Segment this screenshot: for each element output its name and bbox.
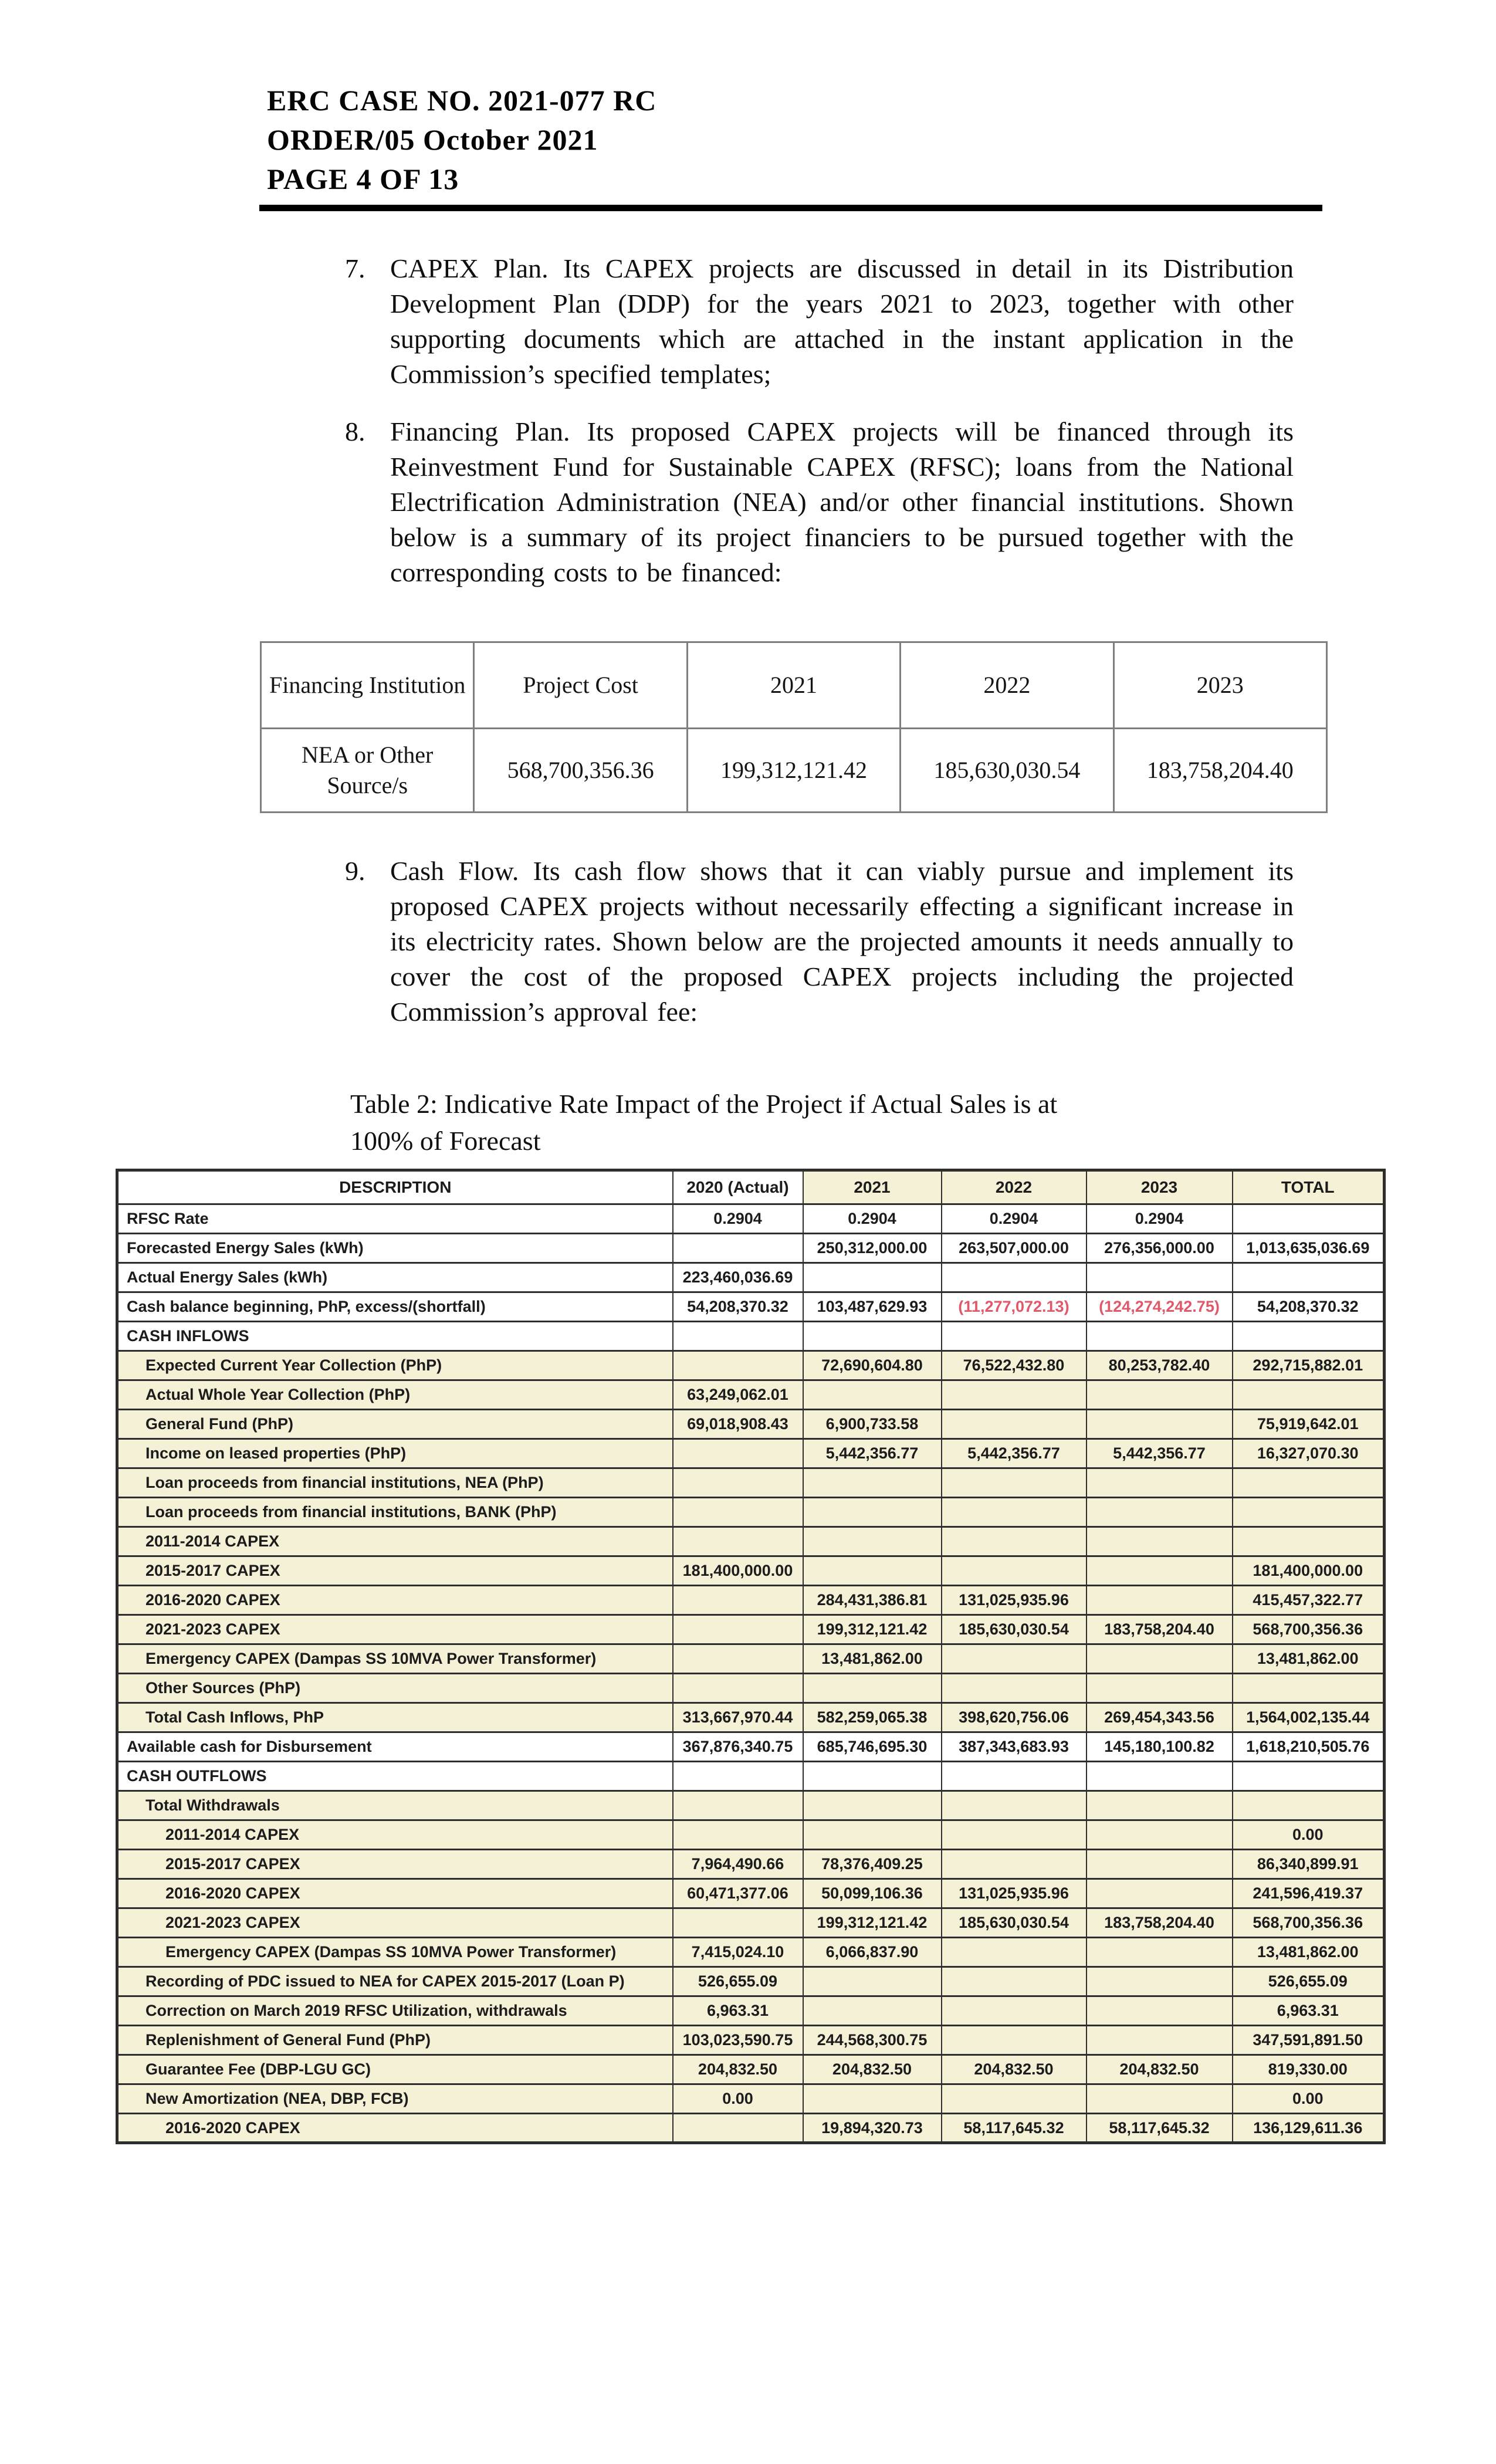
cashflow-cell (942, 1762, 1087, 1791)
financing-header-cell: 2021 (687, 642, 900, 729)
cashflow-cell (942, 1850, 1087, 1879)
cashflow-cell: 54,208,370.32 (1233, 1292, 1385, 1322)
cashflow-cell: 16,327,070.30 (1233, 1439, 1385, 1468)
cashflow-cell: 75,919,642.01 (1233, 1410, 1385, 1439)
cashflow-cell (1233, 1674, 1385, 1703)
financing-header-cell: 2022 (901, 642, 1113, 729)
cashflow-cell (1087, 2084, 1233, 2114)
cashflow-row (117, 2114, 1385, 2143)
cashflow-cell (803, 1820, 942, 1850)
cashflow-cell (673, 1322, 803, 1351)
cashflow-cell: 183,758,204.40 (1087, 1908, 1233, 1938)
cashflow-row-label: Emergency CAPEX (Dampas SS 10MVA Power Transformer) (117, 1938, 673, 1967)
cashflow-cell: 19,894,320.73 (803, 2114, 942, 2143)
cashflow-cell (673, 1439, 803, 1468)
cashflow-cell (1233, 1380, 1385, 1410)
cashflow-row-label: Correction on March 2019 RFSC Utilization, withdrawals (117, 1996, 673, 2026)
cashflow-row (117, 1556, 1385, 1586)
cashflow-cell: 7,964,490.66 (673, 1850, 803, 1879)
cashflow-cell: 685,746,695.30 (803, 1732, 942, 1762)
cashflow-cell (673, 1468, 803, 1498)
cashflow-cell (1087, 1263, 1233, 1292)
cashflow-cell: 50,099,106.36 (803, 1879, 942, 1908)
cashflow-row (117, 2026, 1385, 2055)
cashflow-cell: 398,620,756.06 (942, 1703, 1087, 1732)
cashflow-cell: 204,832.50 (673, 2055, 803, 2084)
financing-table (260, 641, 1328, 813)
cashflow-row-label: Guarantee Fee (DBP-LGU GC) (117, 2055, 673, 2084)
cashflow-row-label: 2016-2020 CAPEX (117, 1879, 673, 1908)
cashflow-cell: 199,312,121.42 (803, 1908, 942, 1938)
cashflow-cell: 6,963.31 (673, 1996, 803, 2026)
cashflow-cell: 0.2904 (673, 1204, 803, 1234)
cashflow-cell: 204,832.50 (942, 2055, 1087, 2084)
cashflow-row (117, 1204, 1385, 1234)
financing-header-row (261, 642, 1327, 729)
cashflow-cell (803, 1967, 942, 1996)
cashflow-cell: 0.00 (1233, 2084, 1385, 2114)
cashflow-row (117, 1791, 1385, 1820)
cashflow-cell: 241,596,419.37 (1233, 1879, 1385, 1908)
cashflow-row (117, 1879, 1385, 1908)
page-header (267, 81, 656, 199)
cashflow-cell (673, 1351, 803, 1380)
cashflow-cell (673, 1615, 803, 1644)
cashflow-cell: 183,758,204.40 (1087, 1615, 1233, 1644)
cashflow-row (117, 1498, 1385, 1527)
cashflow-row-label: CASH OUTFLOWS (117, 1762, 673, 1791)
cashflow-cell (673, 1586, 803, 1615)
cashflow-cell (803, 1263, 942, 1292)
cashflow-cell: 313,667,970.44 (673, 1703, 803, 1732)
cashflow-cell: 13,481,862.00 (1233, 1644, 1385, 1674)
table2-caption (350, 1085, 1348, 1159)
cashflow-cell (1087, 2026, 1233, 2055)
cashflow-cell: 568,700,356.36 (1233, 1908, 1385, 1938)
cashflow-cell (942, 1996, 1087, 2026)
cashflow-cell (942, 1468, 1087, 1498)
cashflow-row-label: Cash balance beginning, PhP, excess/(shortfall) (117, 1292, 673, 1322)
cashflow-header-cell: DESCRIPTION (117, 1170, 673, 1204)
cashflow-cell (1087, 1468, 1233, 1498)
financing-cell: 568,700,356.36 (474, 729, 687, 813)
cashflow-header-row (117, 1170, 1385, 1204)
header-rule (259, 205, 1322, 211)
cashflow-cell (942, 1556, 1087, 1586)
cashflow-row (117, 1732, 1385, 1762)
cashflow-row-label: Total Cash Inflows, PhP (117, 1703, 673, 1732)
cashflow-cell: 69,018,908.43 (673, 1410, 803, 1439)
paragraph-7-number: 7. (345, 253, 365, 283)
cashflow-cell: 526,655.09 (1233, 1967, 1385, 1996)
financing-header-cell: Project Cost (474, 642, 687, 729)
cashflow-cell (1087, 1938, 1233, 1967)
cashflow-cell: 13,481,862.00 (803, 1644, 942, 1674)
cashflow-cell: 204,832.50 (1087, 2055, 1233, 2084)
cashflow-header-cell: 2022 (942, 1170, 1087, 1204)
cashflow-cell: 6,963.31 (1233, 1996, 1385, 2026)
financing-header-cell: 2023 (1113, 642, 1326, 729)
cashflow-cell (1087, 1762, 1233, 1791)
cashflow-row-label: Other Sources (PhP) (117, 1674, 673, 1703)
financing-cell: 185,630,030.54 (901, 729, 1113, 813)
cashflow-cell: 347,591,891.50 (1233, 2026, 1385, 2055)
cashflow-cell (1087, 1791, 1233, 1820)
paragraph-8-text: Financing Plan. Its proposed CAPEX projects will be financed through its Reinvestment Fund for Sustainable CAPEX (RFSC); loans from the National Electrification Administration (NEA) and/or other financial institutions. Shown below is a summary of its project financiers to be pursued together with the corresponding costs to be financed: (390, 417, 1294, 587)
paragraph-8 (345, 414, 1294, 590)
cashflow-cell (803, 1556, 942, 1586)
cashflow-cell (1233, 1468, 1385, 1498)
cashflow-row-label: Replenishment of General Fund (PhP) (117, 2026, 673, 2055)
cashflow-cell (1087, 1996, 1233, 2026)
cashflow-cell: 199,312,121.42 (803, 1615, 942, 1644)
cashflow-cell (803, 1322, 942, 1351)
financing-row (261, 729, 1327, 813)
cashflow-cell: 58,117,645.32 (1087, 2114, 1233, 2143)
cashflow-cell: 5,442,356.77 (942, 1439, 1087, 1468)
cashflow-row-label: CASH INFLOWS (117, 1322, 673, 1351)
cashflow-row-label: Emergency CAPEX (Dampas SS 10MVA Power Transformer) (117, 1644, 673, 1674)
cashflow-cell: 131,025,935.96 (942, 1586, 1087, 1615)
paragraph-9-number: 9. (345, 856, 365, 886)
cashflow-cell (942, 1527, 1087, 1556)
cashflow-row-label: Loan proceeds from financial institutions, NEA (PhP) (117, 1468, 673, 1498)
case-number: ERC CASE NO. 2021-077 RC (267, 84, 657, 117)
cashflow-cell (942, 1322, 1087, 1351)
cashflow-cell (803, 2084, 942, 2114)
cashflow-cell: 54,208,370.32 (673, 1292, 803, 1322)
cashflow-cell (673, 1498, 803, 1527)
cashflow-cell: 181,400,000.00 (673, 1556, 803, 1586)
cashflow-cell: 250,312,000.00 (803, 1234, 942, 1263)
cashflow-row-label: 2021-2023 CAPEX (117, 1908, 673, 1938)
cashflow-row (117, 1674, 1385, 1703)
cashflow-cell: (11,277,072.13) (942, 1292, 1087, 1322)
cashflow-row-label: Available cash for Disbursement (117, 1732, 673, 1762)
cashflow-cell (803, 1380, 942, 1410)
cashflow-row (117, 1644, 1385, 1674)
cashflow-cell: 0.2904 (1087, 1204, 1233, 1234)
cashflow-cell (942, 1938, 1087, 1967)
cashflow-cell (673, 1527, 803, 1556)
cashflow-cell (942, 1263, 1087, 1292)
cashflow-cell (942, 2084, 1087, 2114)
paragraph-7 (345, 251, 1294, 392)
cashflow-cell (673, 1820, 803, 1850)
cashflow-header-cell: TOTAL (1233, 1170, 1385, 1204)
cashflow-row (117, 1234, 1385, 1263)
cashflow-row (117, 1468, 1385, 1498)
cashflow-cell: 185,630,030.54 (942, 1908, 1087, 1938)
cashflow-row-label: Recording of PDC issued to NEA for CAPEX 2015-2017 (Loan P) (117, 1967, 673, 1996)
cashflow-cell: 86,340,899.91 (1233, 1850, 1385, 1879)
cashflow-cell: 131,025,935.96 (942, 1879, 1087, 1908)
cashflow-row-label: New Amortization (NEA, DBP, FCB) (117, 2084, 673, 2114)
cashflow-cell (673, 1644, 803, 1674)
cashflow-row (117, 1967, 1385, 1996)
cashflow-cell (942, 1498, 1087, 1527)
cashflow-cell (942, 1820, 1087, 1850)
cashflow-cell: 1,618,210,505.76 (1233, 1732, 1385, 1762)
cashflow-cell: 58,117,645.32 (942, 2114, 1087, 2143)
cashflow-row (117, 2055, 1385, 2084)
cashflow-row (117, 1938, 1385, 1967)
cashflow-cell: 72,690,604.80 (803, 1351, 942, 1380)
paragraph-9 (345, 854, 1294, 1030)
cashflow-cell (803, 1527, 942, 1556)
cashflow-row (117, 1380, 1385, 1410)
cashflow-cell (942, 1674, 1087, 1703)
cashflow-row-label: 2016-2020 CAPEX (117, 1586, 673, 1615)
cashflow-cell (942, 1967, 1087, 1996)
table2-caption-line1: Table 2: Indicative Rate Impact of the Project if Actual Sales is at (350, 1089, 1058, 1119)
paragraph-9-text: Cash Flow. Its cash flow shows that it can viably pursue and implement its proposed CAPEX projects without necessarily effecting a significant increase in its electricity rates. Shown below are the projected amounts it needs annually to cover the cost of the proposed CAPEX projects including the projected Commission’s approval fee: (390, 856, 1294, 1027)
cashflow-cell: 276,356,000.00 (1087, 1234, 1233, 1263)
cashflow-cell: 60,471,377.06 (673, 1879, 803, 1908)
cashflow-cell (1087, 1410, 1233, 1439)
cashflow-cell (942, 1410, 1087, 1439)
cashflow-cell (803, 1498, 942, 1527)
cashflow-cell (803, 1791, 942, 1820)
cashflow-cell: 204,832.50 (803, 2055, 942, 2084)
cashflow-cell: 0.00 (673, 2084, 803, 2114)
cashflow-cell: 6,066,837.90 (803, 1938, 942, 1967)
cashflow-cell (1087, 1674, 1233, 1703)
cashflow-cell (1233, 1527, 1385, 1556)
cashflow-row (117, 1586, 1385, 1615)
page-number: PAGE 4 OF 13 (267, 163, 459, 195)
cashflow-row (117, 1615, 1385, 1644)
cashflow-cell (673, 1762, 803, 1791)
cashflow-cell: 13,481,862.00 (1233, 1938, 1385, 1967)
cashflow-cell: 181,400,000.00 (1233, 1556, 1385, 1586)
cashflow-cell (1233, 1498, 1385, 1527)
cashflow-cell: 7,415,024.10 (673, 1938, 803, 1967)
financing-cell: 199,312,121.42 (687, 729, 900, 813)
cashflow-cell: 223,460,036.69 (673, 1263, 803, 1292)
cashflow-cell (942, 1644, 1087, 1674)
cashflow-row-label: RFSC Rate (117, 1204, 673, 1234)
cashflow-cell: 0.2904 (942, 1204, 1087, 1234)
cashflow-cell: 568,700,356.36 (1233, 1615, 1385, 1644)
cashflow-cell (1087, 1527, 1233, 1556)
cashflow-cell (803, 1996, 942, 2026)
cashflow-cell: 244,568,300.75 (803, 2026, 942, 2055)
cashflow-row-label: 2011-2014 CAPEX (117, 1820, 673, 1850)
cashflow-row (117, 1996, 1385, 2026)
cashflow-cell: 103,487,629.93 (803, 1292, 942, 1322)
cashflow-cell (1087, 1586, 1233, 1615)
cashflow-cell (673, 2114, 803, 2143)
cashflow-cell (1233, 1762, 1385, 1791)
cashflow-row-label: 2015-2017 CAPEX (117, 1850, 673, 1879)
cashflow-cell (1087, 1380, 1233, 1410)
cashflow-row-label: Forecasted Energy Sales (kWh) (117, 1234, 673, 1263)
cashflow-cell (1233, 1204, 1385, 1234)
cashflow-cell: 63,249,062.01 (673, 1380, 803, 1410)
cashflow-cell: 0.2904 (803, 1204, 942, 1234)
cashflow-row (117, 1850, 1385, 1879)
cashflow-cell: 582,259,065.38 (803, 1703, 942, 1732)
cashflow-cell: 80,253,782.40 (1087, 1351, 1233, 1380)
cashflow-cell: 5,442,356.77 (1087, 1439, 1233, 1468)
cashflow-row (117, 1351, 1385, 1380)
cashflow-row (117, 1292, 1385, 1322)
cashflow-row (117, 1322, 1385, 1351)
cashflow-cell: (124,274,242.75) (1087, 1292, 1233, 1322)
cashflow-row (117, 1762, 1385, 1791)
cashflow-row (117, 1703, 1385, 1732)
cashflow-cell (673, 1674, 803, 1703)
cashflow-cell: 76,522,432.80 (942, 1351, 1087, 1380)
cashflow-cell: 185,630,030.54 (942, 1615, 1087, 1644)
cashflow-row (117, 2084, 1385, 2114)
cashflow-row-label: 2015-2017 CAPEX (117, 1556, 673, 1586)
cashflow-cell (1233, 1263, 1385, 1292)
cashflow-cell (1087, 1556, 1233, 1586)
cashflow-cell (803, 1674, 942, 1703)
cashflow-row-label: 2016-2020 CAPEX (117, 2114, 673, 2143)
cashflow-cell (942, 2026, 1087, 2055)
cashflow-table (116, 1169, 1386, 2144)
cashflow-header-cell: 2023 (1087, 1170, 1233, 1204)
cashflow-row (117, 1439, 1385, 1468)
cashflow-cell: 819,330.00 (1233, 2055, 1385, 2084)
cashflow-cell (942, 1380, 1087, 1410)
cashflow-cell: 292,715,882.01 (1233, 1351, 1385, 1380)
cashflow-cell (1233, 1791, 1385, 1820)
cashflow-cell: 269,454,343.56 (1087, 1703, 1233, 1732)
cashflow-cell (803, 1762, 942, 1791)
cashflow-row-label: Expected Current Year Collection (PhP) (117, 1351, 673, 1380)
cashflow-cell (673, 1791, 803, 1820)
cashflow-cell: 387,343,683.93 (942, 1732, 1087, 1762)
cashflow-row (117, 1820, 1385, 1850)
cashflow-cell: 367,876,340.75 (673, 1732, 803, 1762)
cashflow-cell: 78,376,409.25 (803, 1850, 942, 1879)
order-date: ORDER/05 October 2021 (267, 123, 598, 156)
cashflow-row (117, 1263, 1385, 1292)
cashflow-cell: 145,180,100.82 (1087, 1732, 1233, 1762)
cashflow-row-label: Actual Energy Sales (kWh) (117, 1263, 673, 1292)
paragraph-8-number: 8. (345, 417, 365, 446)
cashflow-row-label: Actual Whole Year Collection (PhP) (117, 1380, 673, 1410)
cashflow-cell (1087, 1967, 1233, 1996)
cashflow-cell: 1,564,002,135.44 (1233, 1703, 1385, 1732)
cashflow-cell: 526,655.09 (673, 1967, 803, 1996)
cashflow-row-label: Income on leased properties (PhP) (117, 1439, 673, 1468)
cashflow-cell: 5,442,356.77 (803, 1439, 942, 1468)
cashflow-row-label: 2011-2014 CAPEX (117, 1527, 673, 1556)
cashflow-cell (1087, 1644, 1233, 1674)
cashflow-cell (1087, 1850, 1233, 1879)
cashflow-cell (1087, 1498, 1233, 1527)
cashflow-cell (1233, 1322, 1385, 1351)
cashflow-row (117, 1527, 1385, 1556)
cashflow-cell (1087, 1879, 1233, 1908)
cashflow-header-cell: 2021 (803, 1170, 942, 1204)
cashflow-cell (803, 1468, 942, 1498)
cashflow-row (117, 1908, 1385, 1938)
cashflow-cell (673, 1234, 803, 1263)
cashflow-cell: 0.00 (1233, 1820, 1385, 1850)
table2-caption-line2: 100% of Forecast (350, 1126, 541, 1156)
cashflow-row-label: General Fund (PhP) (117, 1410, 673, 1439)
cashflow-row-label: Total Withdrawals (117, 1791, 673, 1820)
cashflow-cell: 1,013,635,036.69 (1233, 1234, 1385, 1263)
cashflow-row-label: Loan proceeds from financial institutions, BANK (PhP) (117, 1498, 673, 1527)
cashflow-cell: 136,129,611.36 (1233, 2114, 1385, 2143)
financing-cell: 183,758,204.40 (1113, 729, 1326, 813)
cashflow-cell: 263,507,000.00 (942, 1234, 1087, 1263)
cashflow-cell (942, 1791, 1087, 1820)
paragraph-7-text: CAPEX Plan. Its CAPEX projects are discussed in detail in its Distribution Development Plan (DDP) for the years 2021 to 2023, together with other supporting documents which are attached in the instant application in the Commission’s specified templates; (390, 253, 1294, 389)
cashflow-header-cell: 2020 (Actual) (673, 1170, 803, 1204)
cashflow-cell: 6,900,733.58 (803, 1410, 942, 1439)
cashflow-row (117, 1410, 1385, 1439)
cashflow-cell (673, 1908, 803, 1938)
cashflow-cell: 284,431,386.81 (803, 1586, 942, 1615)
cashflow-cell (1087, 1820, 1233, 1850)
cashflow-cell: 415,457,322.77 (1233, 1586, 1385, 1615)
cashflow-cell (1087, 1322, 1233, 1351)
cashflow-row-label: 2021-2023 CAPEX (117, 1615, 673, 1644)
cashflow-cell: 103,023,590.75 (673, 2026, 803, 2055)
financing-header-cell: Financing Institution (261, 642, 474, 729)
financing-cell: NEA or Other Source/s (261, 729, 474, 813)
